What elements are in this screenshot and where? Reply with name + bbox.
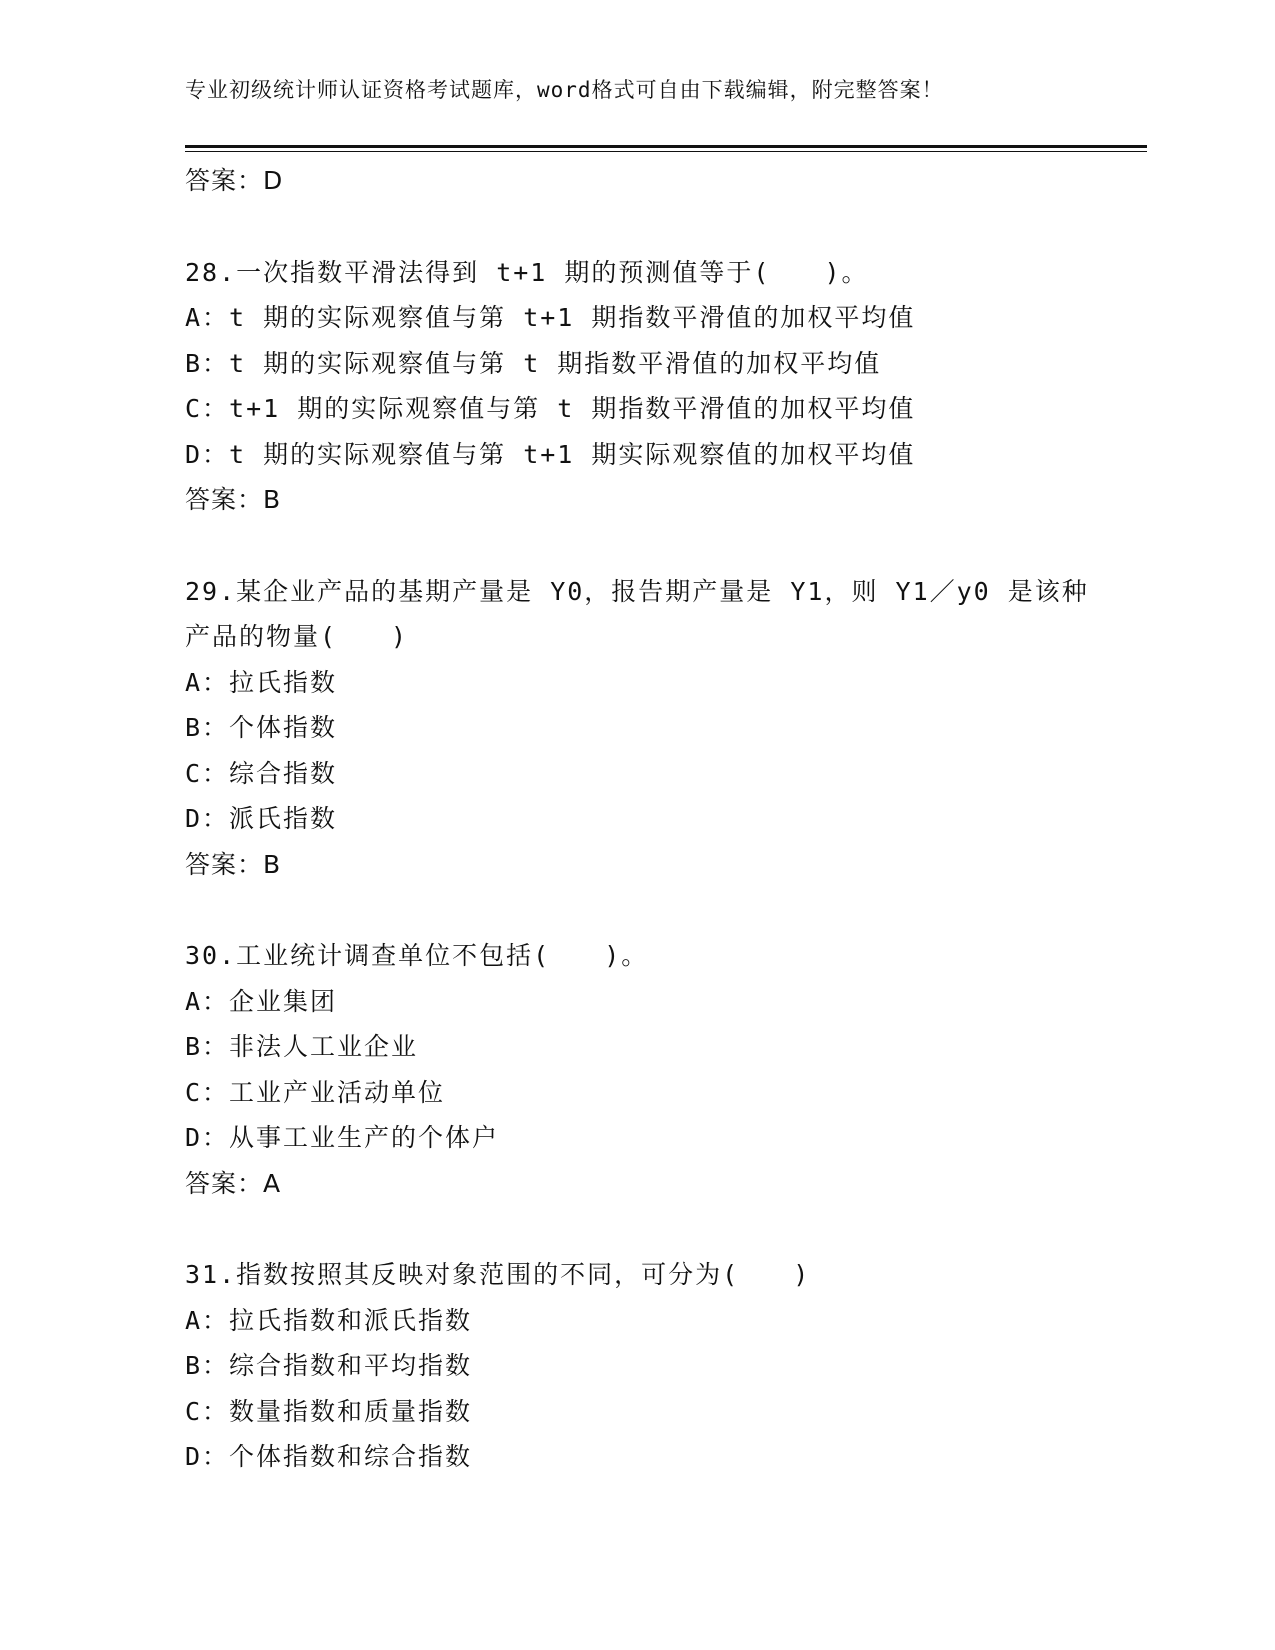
question-31 — [185, 1252, 1125, 1480]
previous-answer: 答案：D — [185, 166, 284, 195]
option-d: D：个体指数和综合指数 — [185, 1442, 473, 1471]
option-d: D：派氏指数 — [185, 804, 338, 833]
question-stem: 31.指数按照其反映对象范围的不同，可分为( ) — [185, 1260, 811, 1289]
option-a: A：拉氏指数和派氏指数 — [185, 1305, 473, 1335]
question-29 — [185, 569, 1125, 888]
question-stem: 28.一次指数平滑法得到 t+1 期的预测值等于( )。 — [185, 257, 869, 287]
option-b: B：个体指数 — [185, 713, 338, 742]
option-b: B：t 期的实际观察值与第 t 期指数平滑值的加权平均值 — [185, 348, 882, 378]
option-c: C：t+1 期的实际观察值与第 t 期指数平滑值的加权平均值 — [185, 394, 916, 423]
answer: 答案：B — [185, 485, 282, 514]
option-b: B：非法人工业企业 — [185, 1032, 419, 1061]
document-body — [185, 158, 1125, 1480]
answer: 答案：B — [185, 849, 282, 879]
option-c: C：工业产业活动单位 — [185, 1077, 446, 1107]
option-d: D：从事工业生产的个体户 — [185, 1123, 500, 1152]
question-28 — [185, 250, 1125, 523]
answer: 答案：A — [185, 1168, 282, 1198]
question-stem: 30.工业统计调查单位不包括( )。 — [185, 941, 649, 970]
option-a: A：拉氏指数 — [185, 667, 338, 697]
option-d: D：t 期的实际观察值与第 t+1 期实际观察值的加权平均值 — [185, 439, 916, 469]
question-30 — [185, 933, 1125, 1206]
page-header: 专业初级统计师认证资格考试题库，word格式可自由下载编辑，附完整答案！ — [185, 78, 944, 102]
option-b: B：综合指数和平均指数 — [185, 1351, 473, 1380]
option-a: A：企业集团 — [185, 986, 338, 1016]
option-c: C：数量指数和质量指数 — [185, 1396, 473, 1426]
option-c: C：综合指数 — [185, 758, 338, 788]
header-rule-thick — [185, 145, 1147, 148]
question-stem-continued: 产品的物量( ) — [185, 622, 409, 651]
question-stem: 29.某企业产品的基期产量是 Y0，报告期产量是 Y1，则 Y1／y0 是该种 — [185, 576, 1089, 606]
header-rule-thin — [185, 151, 1147, 152]
option-a: A：t 期的实际观察值与第 t+1 期指数平滑值的加权平均值 — [185, 303, 916, 332]
